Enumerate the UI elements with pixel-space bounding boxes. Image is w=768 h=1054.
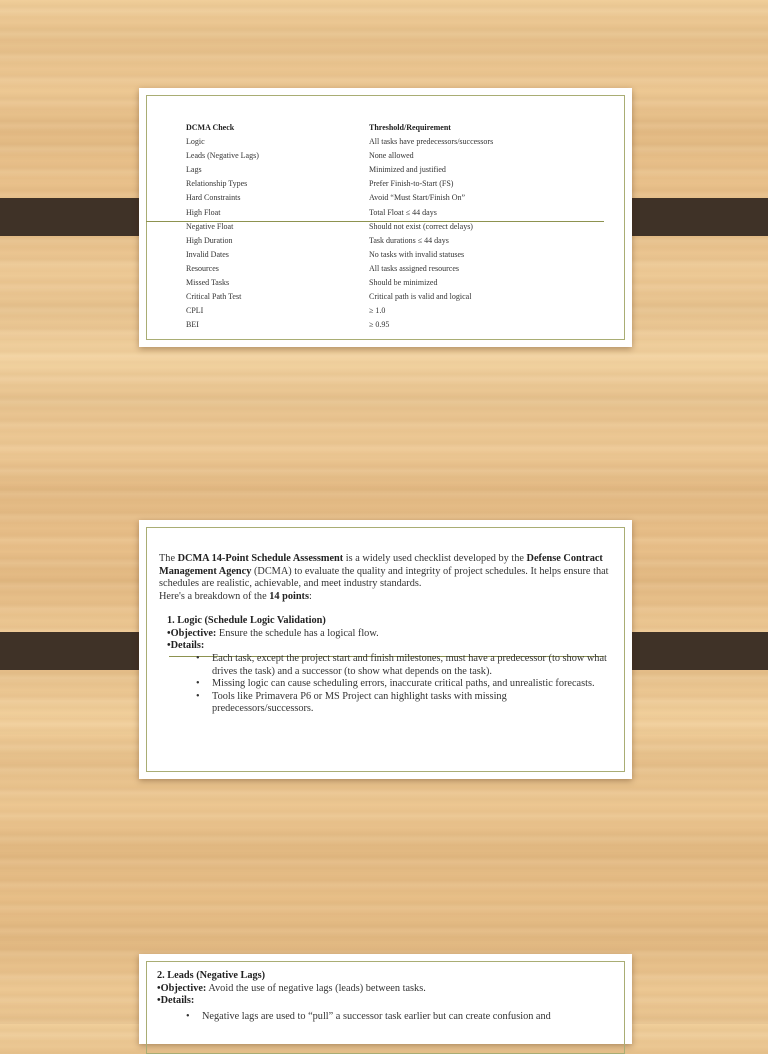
threshold-cell: Task durations ≤ 44 days bbox=[369, 235, 449, 245]
check-cell: BEI bbox=[186, 320, 199, 330]
details-bullet-list bbox=[186, 1011, 602, 1024]
bullet-icon: • bbox=[186, 1011, 190, 1022]
threshold-cell: Should be minimized bbox=[369, 278, 438, 288]
header-dcma-check: DCMA Check bbox=[186, 123, 235, 132]
list-item bbox=[186, 1011, 602, 1024]
slide-logic bbox=[139, 520, 632, 779]
check-cell: Missed Tasks bbox=[186, 278, 230, 288]
slide-leads bbox=[139, 954, 632, 1044]
threshold-cell: Avoid “Must Start/Finish On” bbox=[369, 193, 466, 203]
dark-band-right-2 bbox=[613, 632, 768, 670]
intro-text: (DCMA) to evaluate the quality and integrity of project schedules. It helps ensure that schedules are realistic, achievable, and meet industry standards. bbox=[159, 565, 609, 589]
check-cell: CPLI bbox=[186, 306, 204, 316]
dcma-check-column bbox=[186, 121, 366, 332]
intro-text: The bbox=[159, 553, 178, 564]
slide-dcma-table bbox=[139, 88, 632, 347]
objective-text: Ensure the schedule has a logical flow. bbox=[216, 627, 379, 639]
bullet-icon: • bbox=[196, 690, 200, 702]
intro-text: is a widely used checklist developed by the bbox=[343, 553, 527, 564]
check-cell: High Float bbox=[186, 207, 221, 217]
check-cell: Resources bbox=[186, 263, 219, 273]
threshold-cell: Should not exist (correct delays) bbox=[369, 221, 473, 231]
threshold-cell: All tasks have predecessors/successors bbox=[369, 137, 494, 147]
threshold-cell: ≥ 1.0 bbox=[369, 306, 386, 316]
threshold-cell: No tasks with invalid statuses bbox=[369, 249, 465, 259]
bullet-text: Each task, except the project start and finish milestones, must have a predecessor (to show what drives the task) and a successor (to show what depends on the task). bbox=[212, 653, 607, 677]
objective-label: •Objective: bbox=[167, 627, 217, 639]
dark-band-left-1 bbox=[0, 198, 155, 236]
bullet-text: Missing logic can cause scheduling errors, inaccurate critical paths, and unrealistic forecasts. bbox=[212, 678, 595, 689]
check-cell: Logic bbox=[186, 137, 205, 147]
intro-text: Here's a breakdown of the bbox=[159, 590, 270, 602]
check-cell: Invalid Dates bbox=[186, 249, 229, 259]
details-label: •Details: bbox=[167, 640, 205, 651]
check-cell: Relationship Types bbox=[186, 179, 248, 189]
intro-bold-agency: Defense Contract Management Agency bbox=[159, 553, 603, 577]
section-heading: 1. Logic (Schedule Logic Validation) bbox=[167, 615, 326, 626]
threshold-cell: All tasks assigned resources bbox=[369, 263, 459, 273]
threshold-cell: Minimized and justified bbox=[369, 165, 446, 175]
bullet-text: Tools like Primavera P6 or MS Project can highlight tasks with missing predecessors/successors. bbox=[212, 690, 507, 714]
section-heading: 2. Leads (Negative Lags) bbox=[157, 970, 266, 981]
list-item bbox=[196, 678, 610, 691]
details-bullet-list bbox=[196, 653, 610, 716]
dark-band-left-2 bbox=[0, 632, 155, 670]
objective-label: •Objective: bbox=[157, 982, 207, 994]
header-threshold: Threshold/Requirement bbox=[369, 123, 451, 132]
check-cell: Leads (Negative Lags) bbox=[186, 151, 259, 161]
intro-paragraph bbox=[159, 553, 611, 603]
threshold-cell: None allowed bbox=[369, 151, 414, 161]
threshold-cell: ≥ 0.95 bbox=[369, 320, 390, 330]
threshold-cell: Prefer Finish-to-Start (FS) bbox=[369, 179, 454, 189]
intro-bold-points: 14 points bbox=[269, 590, 309, 602]
threshold-cell: Critical path is valid and logical bbox=[369, 292, 472, 302]
check-cell: Hard Constraints bbox=[186, 193, 241, 203]
list-item bbox=[196, 653, 610, 678]
bullet-text: Negative lags are used to “pull” a successor task earlier but can create confusion and bbox=[202, 1011, 551, 1022]
intro-text: : bbox=[309, 590, 312, 602]
details-label: •Details: bbox=[157, 995, 195, 1006]
check-cell: High Duration bbox=[186, 235, 233, 245]
leads-section bbox=[157, 970, 607, 1008]
dark-band-right-1 bbox=[613, 198, 768, 236]
bullet-icon: • bbox=[196, 653, 200, 664]
check-cell: Lags bbox=[186, 165, 202, 175]
threshold-cell: Total Float ≤ 44 days bbox=[369, 207, 437, 217]
intro-bold-title: DCMA 14-Point Schedule Assessment bbox=[177, 553, 344, 564]
bullet-icon: • bbox=[196, 678, 200, 689]
threshold-column bbox=[369, 121, 609, 332]
objective-text: Avoid the use of negative lags (leads) between tasks. bbox=[206, 982, 426, 994]
check-cell: Critical Path Test bbox=[186, 292, 242, 302]
list-item bbox=[196, 690, 610, 716]
check-cell: Negative Float bbox=[186, 221, 234, 231]
logic-section bbox=[167, 615, 607, 653]
